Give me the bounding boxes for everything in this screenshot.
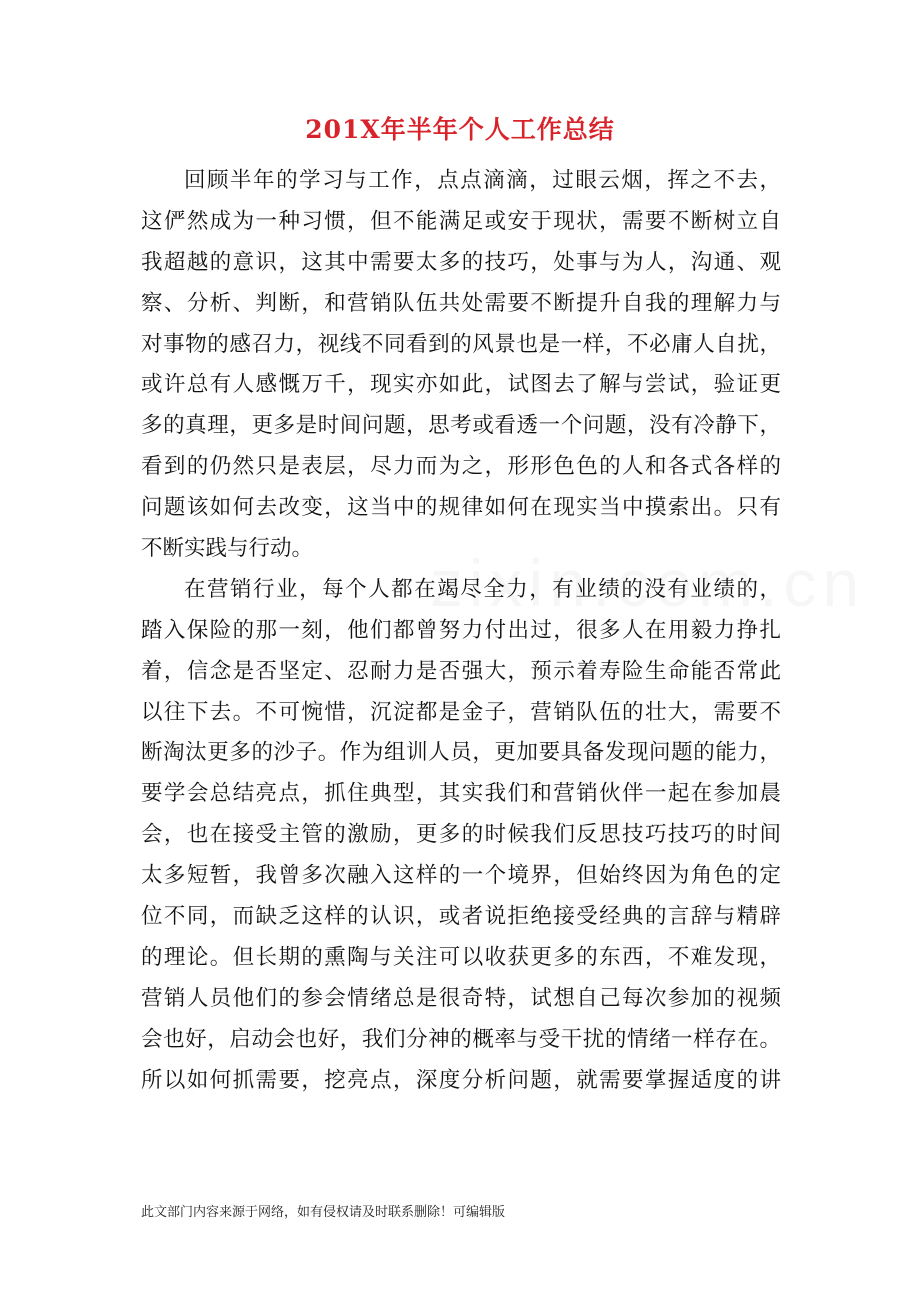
paragraph-2-line-3: 着，信念是否坚定、忍耐力是否强大，预示着寿险生命能否常此: [141, 658, 781, 684]
paragraph-1-line-7: 多的真理，更多是时间问题，思考或看透一个问题，没有冷静下，: [141, 413, 781, 439]
paragraph-1-line-6: 或许总有人感慨万千，现实亦如此，试图去了解与尝试，验证更: [141, 372, 781, 398]
paragraph-2-line-6: 要学会总结亮点，抓住典型，其实我们和营销伙伴一起在参加晨: [141, 781, 781, 807]
document-body: [141, 161, 781, 1101]
footer-note: 此文部门内容来源于网络，如有侵权请及时联系删除！可编辑版: [141, 1205, 506, 1220]
paragraph-2-line-2: 踏入保险的那一刻，他们都曾努力付出过，很多人在用毅力挣扎: [141, 617, 781, 643]
paragraph-2-line-4: 以往下去。不可惋惜，沉淀都是金子，营销队伍的壮大，需要不: [141, 699, 781, 725]
paragraph-2-line-5: 断淘汰更多的沙子。作为组训人员，更加要具备发现问题的能力，: [141, 740, 781, 766]
paragraph-2-line-12: 会也好，启动会也好，我们分神的概率与受干扰的情绪一样存在。: [141, 1026, 781, 1052]
paragraph-2-line-10: 的理论。但长期的熏陶与关注可以收获更多的东西，不难发现，: [141, 944, 781, 970]
paragraph-2-line-9: 位不同，而缺乏这样的认识，或者说拒绝接受经典的言辞与精辟: [141, 904, 781, 930]
paragraph-2-line-8: 太多短暂，我曾多次融入这样的一个境界，但始终因为角色的定: [141, 863, 781, 889]
paragraph-1-line-3: 我超越的意识，这其中需要太多的技巧，处事与为人，沟通、观: [141, 249, 781, 275]
paragraph-2-line-1: 在营销行业，每个人都在竭尽全力，有业绩的没有业绩的，: [184, 576, 781, 602]
paragraph-1-line-4: 察、分析、判断，和营销队伍共处需要不断提升自我的理解力与: [141, 290, 781, 316]
paragraph-1-line-8: 看到的仍然只是表层，尽力而为之，形形色色的人和各式各样的: [141, 454, 781, 480]
document-title: 201X年半年个人工作总结: [305, 115, 615, 144]
paragraph-2-line-13: 所以如何抓需要，挖亮点，深度分析问题，就需要掌握适度的讲: [141, 1067, 781, 1093]
paragraph-2-line-7: 会，也在接受主管的激励，更多的时候我们反思技巧技巧的时间: [141, 822, 781, 848]
paragraph-1-line-9: 问题该如何去改变，这当中的规律如何在现实当中摸索出。只有: [141, 495, 781, 521]
paragraph-1-line-2: 这俨然成为一种习惯，但不能满足或安于现状，需要不断树立自: [141, 208, 781, 234]
paragraph-2-line-11: 营销人员他们的参会情绪总是很奇特，试想自己每次参加的视频: [141, 985, 781, 1011]
paragraph-1-line-10: 不断实践与行动。: [141, 536, 314, 562]
paragraph-1-line-1: 回顾半年的学习与工作，点点滴滴，过眼云烟，挥之不去，: [184, 168, 781, 193]
paragraph-1-line-5: 对事物的感召力，视线不同看到的风景也是一样，不必庸人自扰，: [141, 331, 781, 357]
